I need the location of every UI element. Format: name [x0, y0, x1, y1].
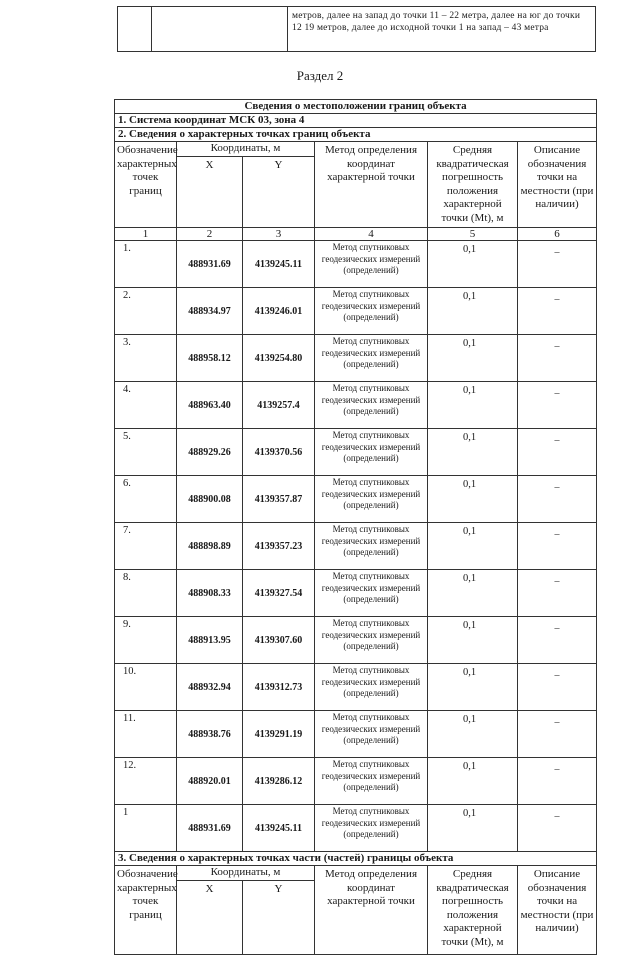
- point-name: 1: [115, 805, 177, 852]
- table-row: [115, 429, 597, 476]
- point-description: –: [518, 476, 597, 523]
- point-method: Метод спутниковых геодезических измерений (определений): [315, 711, 428, 758]
- point-accuracy: 0,1: [428, 523, 518, 570]
- point-accuracy: 0,1: [428, 617, 518, 664]
- section-title: Раздел 2: [296, 68, 344, 83]
- point-method: Метод спутниковых геодезических измерений (определений): [315, 288, 428, 335]
- point-method: Метод спутниковых геодезических измерений (определений): [315, 382, 428, 429]
- table-row: [115, 617, 597, 664]
- header-method: Метод определения координат характерной точки: [315, 142, 428, 228]
- point-accuracy: 0,1: [428, 429, 518, 476]
- point-method: Метод спутниковых геодезических измерений (определений): [315, 570, 428, 617]
- point-accuracy: 0,1: [428, 241, 518, 288]
- header-description: Описание обозначения точки на местности (при наличии): [518, 142, 597, 228]
- point-name: 2.: [115, 288, 177, 335]
- point-description: –: [518, 241, 597, 288]
- point-y: 4139307.60: [243, 617, 315, 664]
- point-method: Метод спутниковых геодезических измерений (определений): [315, 805, 428, 852]
- point-x: 488958.12: [177, 335, 243, 382]
- point-name: 12.: [115, 758, 177, 805]
- point-y: 4139245.11: [243, 805, 315, 852]
- point-name: 8.: [115, 570, 177, 617]
- col-number: 1: [115, 228, 177, 241]
- point-method: Метод спутниковых геодезических измерений (определений): [315, 758, 428, 805]
- header-x: X: [177, 156, 243, 228]
- point-x: 488908.33: [177, 570, 243, 617]
- continuation-empty-cell-1: [118, 7, 152, 52]
- point-name: 7.: [115, 523, 177, 570]
- continuation-text-cell: [288, 7, 596, 52]
- table-row: [115, 241, 597, 288]
- table-row: [115, 523, 597, 570]
- point-description: –: [518, 570, 597, 617]
- point-name: 11.: [115, 711, 177, 758]
- point-x: 488898.89: [177, 523, 243, 570]
- point-accuracy: 0,1: [428, 805, 518, 852]
- point-y: 4139286.12: [243, 758, 315, 805]
- point-method: Метод спутниковых геодезических измерений (определений): [315, 429, 428, 476]
- point-y: 4139357.87: [243, 476, 315, 523]
- point-y: 4139327.54: [243, 570, 315, 617]
- point-accuracy: 0,1: [428, 758, 518, 805]
- point-x: 488920.01: [177, 758, 243, 805]
- table-row: [115, 476, 597, 523]
- table-row: [115, 570, 597, 617]
- point-name: 6.: [115, 476, 177, 523]
- parts-header-accuracy: Средняя квадратическая погрешность положения характерной точки (Mt), м: [428, 866, 518, 955]
- point-x: 488932.94: [177, 664, 243, 711]
- header-y: Y: [243, 156, 315, 228]
- table-row: [115, 288, 597, 335]
- point-accuracy: 0,1: [428, 711, 518, 758]
- point-name: 9.: [115, 617, 177, 664]
- table-title: Сведения о местоположении границ объекта: [115, 100, 597, 114]
- parts-header-x: X: [177, 880, 243, 955]
- header-coords: Координаты, м: [177, 142, 315, 157]
- point-description: –: [518, 664, 597, 711]
- point-description: –: [518, 429, 597, 476]
- table-row: [115, 335, 597, 382]
- point-description: –: [518, 335, 597, 382]
- point-accuracy: 0,1: [428, 570, 518, 617]
- point-description: –: [518, 711, 597, 758]
- col-number: 3: [243, 228, 315, 241]
- parts-header-coords: Координаты, м: [177, 866, 315, 881]
- point-x: 488931.69: [177, 241, 243, 288]
- point-description: –: [518, 617, 597, 664]
- point-method: Метод спутниковых геодезических измерений (определений): [315, 476, 428, 523]
- col-number: 4: [315, 228, 428, 241]
- point-accuracy: 0,1: [428, 476, 518, 523]
- point-x: 488963.40: [177, 382, 243, 429]
- col-number: 6: [518, 228, 597, 241]
- point-method: Метод спутниковых геодезических измерений (определений): [315, 617, 428, 664]
- point-y: 4139257.4: [243, 382, 315, 429]
- point-accuracy: 0,1: [428, 335, 518, 382]
- point-x: 488934.97: [177, 288, 243, 335]
- header-accuracy: Средняя квадратическая погрешность положения характерной точки (Mt), м: [428, 142, 518, 228]
- point-description: –: [518, 758, 597, 805]
- continuation-text: метров, далее на запад до точки 11 – 22 метра, далее на юг до точки 12 19 метров, далее до исходной точки 1 на запад – 43 метра: [292, 11, 581, 33]
- point-y: 4139357.23: [243, 523, 315, 570]
- point-method: Метод спутниковых геодезических измерений (определений): [315, 241, 428, 288]
- point-x: 488913.95: [177, 617, 243, 664]
- point-accuracy: 0,1: [428, 664, 518, 711]
- point-y: 4139370.56: [243, 429, 315, 476]
- point-x: 488931.69: [177, 805, 243, 852]
- parts-section-title: 3. Сведения о характерных точках части (частей) границы объекта: [115, 852, 597, 866]
- table-row: [115, 805, 597, 852]
- point-y: 4139291.19: [243, 711, 315, 758]
- point-description: –: [518, 805, 597, 852]
- point-method: Метод спутниковых геодезических измерений (определений): [315, 664, 428, 711]
- point-name: 4.: [115, 382, 177, 429]
- table-row: [115, 382, 597, 429]
- parts-header-description: Описание обозначения точки на местности (при наличии): [518, 866, 597, 955]
- point-y: 4139246.01: [243, 288, 315, 335]
- parts-header-method: Метод определения координат характерной точки: [315, 866, 428, 955]
- continuation-table: [117, 6, 596, 52]
- point-description: –: [518, 382, 597, 429]
- point-method: Метод спутниковых геодезических измерений (определений): [315, 335, 428, 382]
- points-section-title: 2. Сведения о характерных точках границ объекта: [115, 128, 597, 142]
- boundary-table: [114, 99, 597, 955]
- point-y: 4139254.80: [243, 335, 315, 382]
- point-name: 1.: [115, 241, 177, 288]
- point-y: 4139312.73: [243, 664, 315, 711]
- point-name: 5.: [115, 429, 177, 476]
- continuation-empty-cell-2: [152, 7, 288, 52]
- coordinate-system: 1. Система координат МСК 03, зона 4: [115, 114, 597, 128]
- point-method: Метод спутниковых геодезических измерений (определений): [315, 523, 428, 570]
- point-y: 4139245.11: [243, 241, 315, 288]
- parts-header-y: Y: [243, 880, 315, 955]
- point-x: 488938.76: [177, 711, 243, 758]
- table-row: [115, 711, 597, 758]
- point-x: 488929.26: [177, 429, 243, 476]
- point-accuracy: 0,1: [428, 288, 518, 335]
- point-name: 3.: [115, 335, 177, 382]
- col-number: 5: [428, 228, 518, 241]
- col-number: 2: [177, 228, 243, 241]
- table-row: [115, 758, 597, 805]
- point-accuracy: 0,1: [428, 382, 518, 429]
- point-description: –: [518, 288, 597, 335]
- point-description: –: [518, 523, 597, 570]
- point-x: 488900.08: [177, 476, 243, 523]
- header-point: Обозначение характерных точек границ: [115, 142, 177, 228]
- table-row: [115, 664, 597, 711]
- point-name: 10.: [115, 664, 177, 711]
- parts-header-point: Обозначение характерных точек границ: [115, 866, 177, 955]
